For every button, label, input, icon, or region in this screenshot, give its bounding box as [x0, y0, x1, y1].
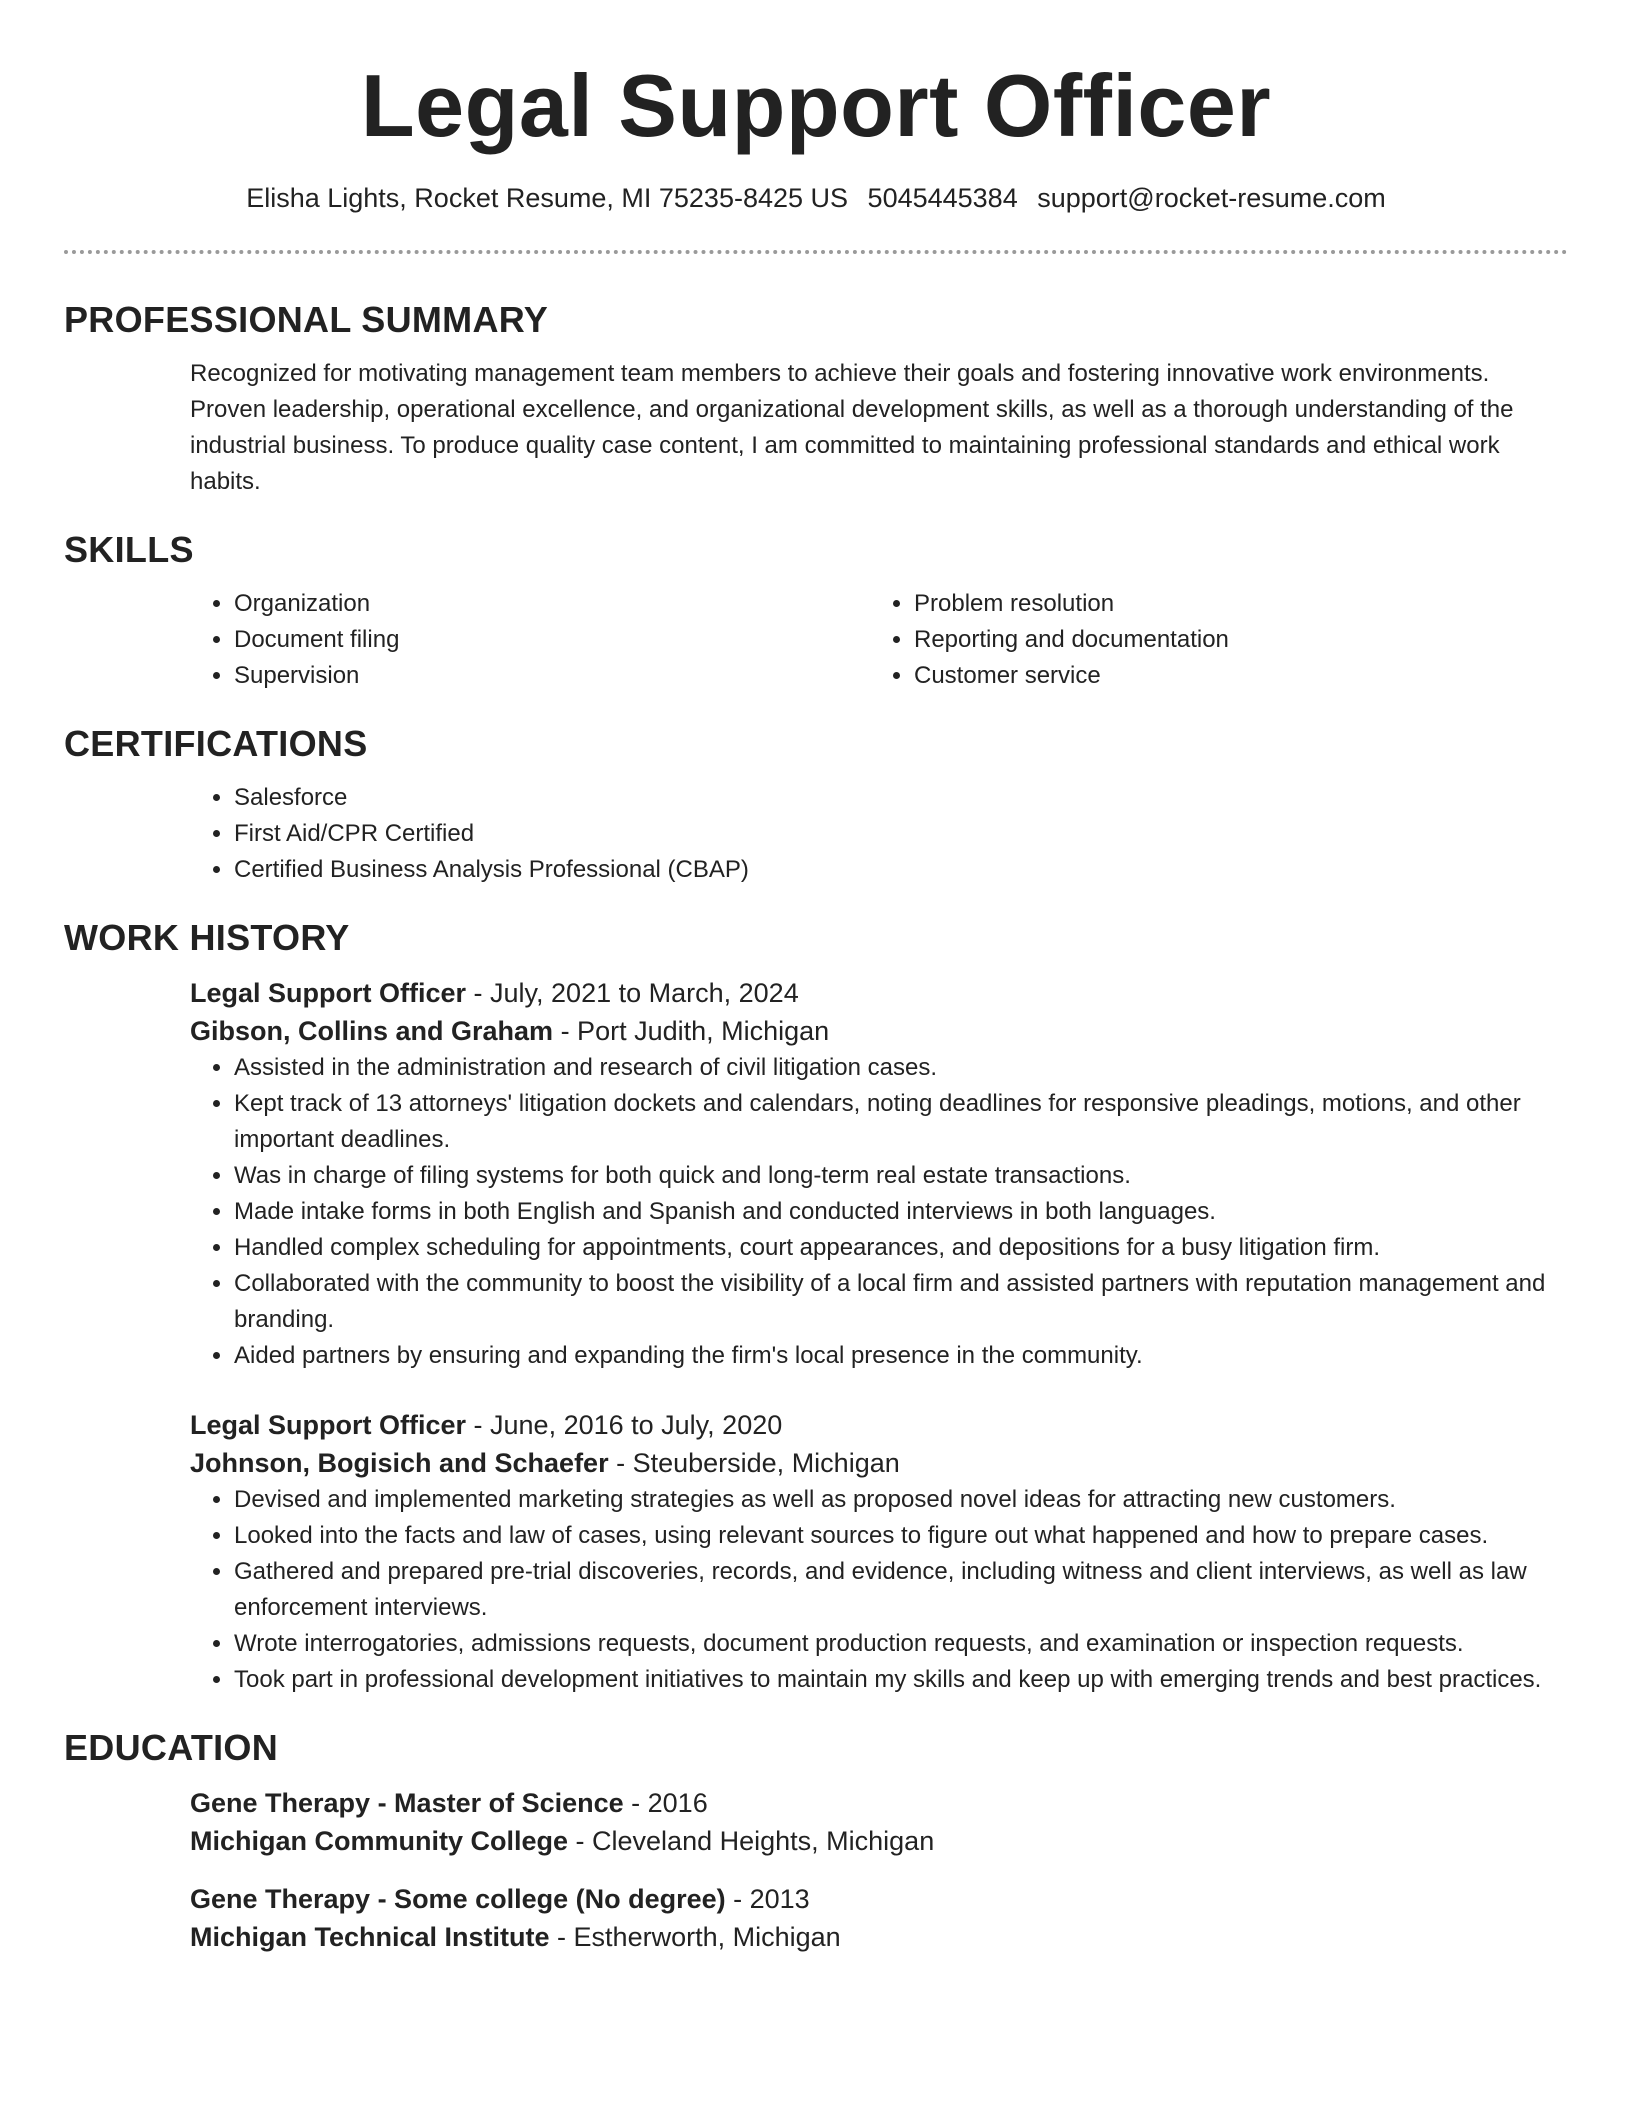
job-bullets [190, 1050, 1568, 1374]
education-heading: EDUCATION [64, 1727, 279, 1768]
education-degree-line [190, 1880, 1568, 1918]
education-location: - Estherworth, Michigan [549, 1922, 841, 1952]
summary-text: Recognized for motivating management team members to achieve their goals and fostering innovative work environments. Proven leadership, operational excellence, and organizational development skills, as well as a thorough understanding of the industrial business. To produce quality case content, I am committed to maintaining professional standards and ethical work habits. [190, 360, 1514, 495]
education-school: Michigan Technical Institute [190, 1922, 550, 1952]
skills-heading: SKILLS [64, 529, 194, 570]
list-item: • Document filing [234, 622, 870, 658]
education-year: - 2016 [623, 1788, 708, 1818]
list-item: • First Aid/CPR Certified [234, 816, 1568, 852]
list-item: • Handled complex scheduling for appointments, court appearances, and depositions for a busy litigation firm. [234, 1230, 1568, 1266]
list-item: • Gathered and prepared pre-trial discoveries, records, and evidence, including witness and client interviews, as well as law enforcement interviews. [234, 1554, 1568, 1626]
work-history-heading: WORK HISTORY [64, 917, 350, 958]
job-entry [190, 1406, 1568, 1698]
list-item: • Kept track of 13 attorneys' litigation dockets and calendars, noting deadlines for responsive pleadings, motions, and other important deadlines. [234, 1086, 1568, 1158]
job-entry [190, 974, 1568, 1374]
list-item: • Problem resolution [914, 586, 1568, 622]
education-entry [190, 1784, 1568, 1860]
job-location: - Steuberside, Michigan [608, 1448, 900, 1478]
certifications-heading: CERTIFICATIONS [64, 723, 368, 764]
list-item: • Made intake forms in both English and Spanish and conducted interviews in both languages. [234, 1194, 1568, 1230]
contact-line [64, 180, 1568, 216]
job-location: - Port Judith, Michigan [553, 1016, 830, 1046]
education-entry [190, 1880, 1568, 1956]
resume-title: Legal Support Officer [360, 56, 1272, 155]
skills-grid [190, 586, 1568, 694]
job-bullets [190, 1482, 1568, 1698]
header-divider [64, 250, 1568, 254]
education-school-line [190, 1822, 1568, 1860]
job-company: Johnson, Bogisich and Schaefer [190, 1448, 609, 1478]
education-school-line [190, 1918, 1568, 1956]
education-degree-line [190, 1784, 1568, 1822]
contact-email: support@rocket-resume.com [1037, 183, 1386, 213]
education-section [64, 1784, 1568, 1956]
education-year: - 2013 [725, 1884, 810, 1914]
education-location: - Cleveland Heights, Michigan [568, 1826, 935, 1856]
list-item: • Reporting and documentation [914, 622, 1568, 658]
list-item: • Aided partners by ensuring and expanding the firm's local presence in the community. [234, 1338, 1568, 1374]
list-item: • Was in charge of filing systems for both quick and long-term real estate transactions. [234, 1158, 1568, 1194]
education-school: Michigan Community College [190, 1826, 569, 1856]
list-item: • Looked into the facts and law of cases, using relevant sources to figure out what happened and how to prepare cases. [234, 1518, 1568, 1554]
list-item: • Supervision [234, 658, 870, 694]
skills-list-left [190, 586, 870, 694]
skills-section [64, 586, 1568, 694]
job-company-line [190, 1012, 1568, 1050]
contact-phone: 5045445384 [867, 183, 1018, 213]
list-item: • Customer service [914, 658, 1568, 694]
education-degree: Gene Therapy - Master of Science [190, 1788, 624, 1818]
list-item: • Organization [234, 586, 870, 622]
list-item: • Devised and implemented marketing strategies as well as proposed novel ideas for attracting new customers. [234, 1482, 1568, 1518]
list-item: • Collaborated with the community to boost the visibility of a local firm and assisted partners with reputation management and branding. [234, 1266, 1568, 1338]
job-company-line [190, 1444, 1568, 1482]
list-item: • Salesforce [234, 780, 1568, 816]
list-item: • Wrote interrogatories, admissions requests, document production requests, and examination or inspection requests. [234, 1626, 1568, 1662]
list-item: • Certified Business Analysis Professional (CBAP) [234, 852, 1568, 888]
job-role-line [190, 974, 1568, 1012]
certifications-list [190, 780, 1568, 888]
education-degree: Gene Therapy - Some college (No degree) [190, 1884, 726, 1914]
work-history-section [64, 974, 1568, 1698]
skills-list-right [870, 586, 1568, 694]
summary-heading: PROFESSIONAL SUMMARY [64, 299, 549, 340]
job-company: Gibson, Collins and Graham [190, 1016, 554, 1046]
job-role: Legal Support Officer [190, 978, 467, 1008]
summary-section [64, 356, 1568, 500]
job-dates: - June, 2016 to July, 2020 [466, 1410, 783, 1440]
contact-address: Elisha Lights, Rocket Resume, MI 75235-8425 US [246, 183, 849, 213]
list-item: • Assisted in the administration and research of civil litigation cases. [234, 1050, 1568, 1086]
certifications-section [64, 780, 1568, 888]
job-role: Legal Support Officer [190, 1410, 467, 1440]
job-role-line [190, 1406, 1568, 1444]
job-dates: - July, 2021 to March, 2024 [466, 978, 799, 1008]
list-item: • Took part in professional development initiatives to maintain my skills and keep up with emerging trends and best practices. [234, 1662, 1568, 1698]
